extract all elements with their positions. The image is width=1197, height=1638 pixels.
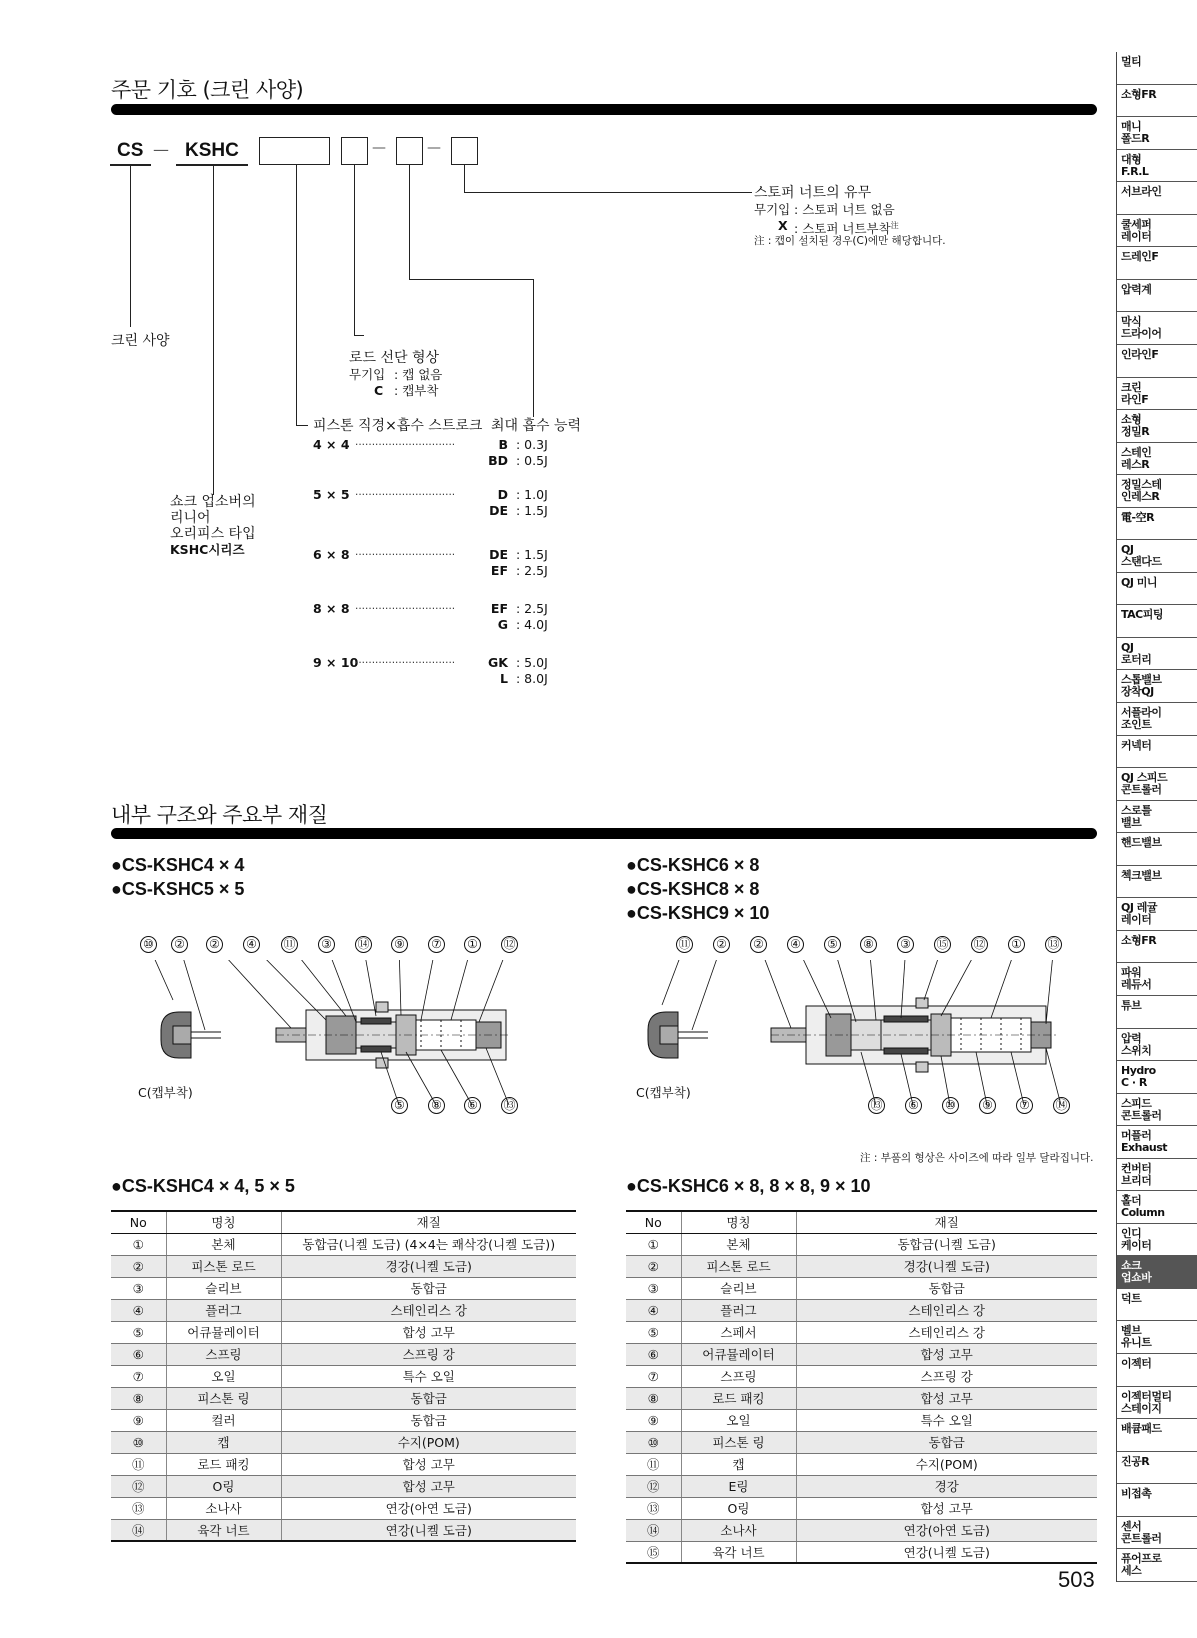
cell-material: 동합금: [281, 1387, 576, 1409]
cell-name: 피스톤 로드: [681, 1255, 796, 1277]
section-title-structure: 내부 구조와 주요부 재질: [111, 803, 328, 827]
sidebar-item[interactable]: 배큠패드: [1117, 1419, 1197, 1452]
cell-name: 소나사: [681, 1519, 796, 1541]
cell-no: ⑫: [111, 1475, 166, 1497]
cell-no: ⑥: [626, 1343, 681, 1365]
cell-no: ⑪: [111, 1453, 166, 1475]
size-value: 4 × 4: [313, 437, 350, 452]
sidebar-item[interactable]: 스톱밸브 장착QJ: [1117, 670, 1197, 703]
dot-leader: ······························: [355, 657, 456, 669]
leader-cap-v1: [409, 165, 410, 279]
right-model-1: ●CS-KSHC6 × 8: [626, 855, 760, 875]
sidebar-item[interactable]: 핸드밸브: [1117, 833, 1197, 866]
cell-no: ②: [111, 1255, 166, 1277]
series-desc-3: 오리피스 타입: [170, 526, 256, 542]
cell-name: 오일: [681, 1409, 796, 1431]
capacity-code: BD: [488, 453, 508, 468]
capacity-code: DE: [489, 547, 508, 562]
sidebar-item[interactable]: QJ 스탠다드: [1117, 540, 1197, 573]
cell-material: 스테인리스 강: [281, 1299, 576, 1321]
sidebar-item[interactable]: 이젝터: [1117, 1354, 1197, 1387]
capacity-code: EF: [490, 601, 508, 616]
cell-name: 피스톤 링: [166, 1387, 281, 1409]
sidebar-item[interactable]: 소형 정밀R: [1117, 410, 1197, 443]
cell-name: O링: [166, 1475, 281, 1497]
capacity-value: : 1.5J: [516, 503, 548, 518]
table-row: [111, 1343, 576, 1365]
cell-material: 동합금(니켈 도금) (4×4는 쾌삭강(니켈 도금)): [281, 1233, 576, 1255]
sidebar-item[interactable]: 튜브: [1117, 996, 1197, 1029]
cell-no: ①: [626, 1233, 681, 1255]
callout-number: ⑤: [824, 936, 841, 953]
callout-number: ⑪: [281, 936, 298, 953]
code-box-capacity: [396, 137, 423, 165]
sidebar-item[interactable]: 덕트: [1117, 1289, 1197, 1322]
section-divider-1: [111, 104, 1097, 115]
left-model-1: ●CS-KSHC4 × 4: [111, 855, 245, 875]
label-clean-spec: 크린 사양: [111, 333, 170, 349]
left-table-title: ●CS-KSHC4 × 4, 5 × 5: [111, 1176, 295, 1196]
left-th-material: 재질: [281, 1211, 576, 1233]
capacity-code: B: [498, 437, 508, 452]
code-box-rod-end: [341, 137, 368, 165]
cell-material: 동합금: [281, 1277, 576, 1299]
sidebar-item[interactable]: 비접촉: [1117, 1484, 1197, 1517]
cell-name: 육각 너트: [166, 1519, 281, 1541]
sidebar-item[interactable]: Hydro C · R: [1117, 1061, 1197, 1094]
sidebar-item[interactable]: QJ 레귤 레이터: [1117, 898, 1197, 931]
table-row: [111, 1255, 576, 1277]
sidebar-item[interactable]: 센서 콘트롤러: [1117, 1517, 1197, 1550]
cell-material: 동합금: [796, 1431, 1097, 1453]
table-row: [111, 1365, 576, 1387]
sidebar-item[interactable]: 쇼크 업쇼바: [1117, 1256, 1197, 1289]
callout-number: ⑨: [979, 1097, 996, 1114]
leader-cap-v2: [533, 279, 534, 417]
table-row: [626, 1475, 1097, 1497]
callout-number: ⑭: [1053, 1097, 1070, 1114]
callout-number: ⑬: [868, 1097, 885, 1114]
cell-name: 스페서: [681, 1321, 796, 1343]
rod-end-opt1-desc: : 캡 없음: [394, 367, 443, 382]
right-model-2: ●CS-KSHC8 × 8: [626, 879, 760, 899]
cell-material: 스테인리스 강: [796, 1299, 1097, 1321]
code-prefix: CS: [117, 140, 144, 161]
cell-material: 수지(POM): [281, 1431, 576, 1453]
capacity-code: EF: [490, 563, 508, 578]
callout-number: ②: [713, 936, 730, 953]
callout-number: ⑥: [464, 1097, 481, 1114]
cell-no: ⑦: [626, 1365, 681, 1387]
sidebar-item[interactable]: 첵크밸브: [1117, 866, 1197, 899]
callout-number: ⑮: [934, 936, 951, 953]
stopper-opt2-code: X: [778, 218, 788, 233]
cell-material: 연강(니켈 도금): [796, 1541, 1097, 1563]
table-row: [111, 1431, 576, 1453]
sidebar-item[interactable]: QJ 미니: [1117, 573, 1197, 606]
capacity-value: : 1.0J: [516, 487, 548, 502]
cell-material: 경강(니켈 도금): [281, 1255, 576, 1277]
callout-number: ④: [787, 936, 804, 953]
cell-name: 어큐뮬레이터: [681, 1343, 796, 1365]
capacity-code: G: [497, 617, 508, 632]
capacity-value: : 0.3J: [516, 437, 548, 452]
left-th-name: 명칭: [166, 1211, 281, 1233]
sidebar-item[interactable]: 대형 F.R.L: [1117, 150, 1197, 183]
table-row: [111, 1321, 576, 1343]
callout-number: ①: [1008, 936, 1025, 953]
leader-size-h: [296, 425, 308, 426]
sidebar-item[interactable]: 퓨어프로 세스: [1117, 1549, 1197, 1582]
cell-no: ③: [626, 1277, 681, 1299]
right-th-name: 명칭: [681, 1211, 796, 1233]
dot-leader: ······························: [355, 549, 456, 561]
dot-leader: ······························: [355, 489, 456, 501]
size-value: 6 × 8: [313, 547, 350, 562]
rod-end-opt2-code: C: [374, 383, 384, 398]
callout-number: ⑩: [140, 936, 157, 953]
cell-name: 피스톤 로드: [166, 1255, 281, 1277]
cell-name: E링: [681, 1475, 796, 1497]
cell-no: ⑬: [626, 1497, 681, 1519]
left-cap-label: C(캡부착): [138, 1085, 193, 1100]
structure-note: 注 : 부품의 형상은 사이즈에 따라 일부 달라집니다.: [860, 1152, 1094, 1164]
leader-stop-h: [464, 192, 752, 193]
callout-number: ⑬: [501, 1097, 518, 1114]
size-value: 8 × 8: [313, 601, 350, 616]
category-sidebar: [1116, 52, 1197, 1582]
left-materials-table: [111, 1210, 576, 1542]
cell-name: 로드 패킹: [681, 1387, 796, 1409]
cell-no: ⑥: [111, 1343, 166, 1365]
table-row: [626, 1431, 1097, 1453]
callout-number: ③: [318, 936, 335, 953]
cell-material: 동합금: [281, 1409, 576, 1431]
code-dash-3: —: [427, 140, 441, 156]
sidebar-item[interactable]: 컨버터 브리더: [1117, 1159, 1197, 1192]
cell-material: 동합금(니켈 도금): [796, 1233, 1097, 1255]
cell-name: 로드 패킹: [166, 1453, 281, 1475]
rod-end-opt1-code: 무기입: [349, 367, 386, 382]
cell-no: ④: [111, 1299, 166, 1321]
callout-number: ⑩: [942, 1097, 959, 1114]
table-row: [626, 1453, 1097, 1475]
cell-no: ⑧: [111, 1387, 166, 1409]
callout-number: ⑭: [355, 936, 372, 953]
right-model-3: ●CS-KSHC9 × 10: [626, 903, 770, 923]
sidebar-item[interactable]: 쿨세퍼 레이터: [1117, 215, 1197, 248]
sidebar-item[interactable]: 소형FR: [1117, 85, 1197, 118]
table-row: [626, 1387, 1097, 1409]
table-row: [626, 1277, 1097, 1299]
cell-material: 합성 고무: [281, 1475, 576, 1497]
sidebar-item[interactable]: 홀더 Column: [1117, 1191, 1197, 1224]
table-row: [626, 1409, 1097, 1431]
cell-name: 플러그: [166, 1299, 281, 1321]
capacity-code: DE: [489, 503, 508, 518]
size-header: 피스톤 직경×흡수 스트로크: [313, 418, 483, 434]
sidebar-item[interactable]: 스피드 콘트롤러: [1117, 1094, 1197, 1127]
cell-material: 특수 오일: [796, 1409, 1097, 1431]
table-row: [626, 1255, 1097, 1277]
code-series: KSHC: [185, 140, 239, 161]
code-box-size: [259, 137, 330, 165]
callout-number: ①: [464, 936, 481, 953]
cell-name: 슬리브: [681, 1277, 796, 1299]
sidebar-item[interactable]: 막식 드라이어: [1117, 312, 1197, 345]
cell-no: ⑦: [111, 1365, 166, 1387]
cell-no: ②: [626, 1255, 681, 1277]
table-row: [111, 1299, 576, 1321]
section-divider-2: [111, 828, 1097, 839]
size-value: 5 × 5: [313, 487, 350, 502]
dot-leader: ······························: [355, 439, 456, 451]
callout-number: ④: [243, 936, 260, 953]
sidebar-item[interactable]: 커넥터: [1117, 736, 1197, 769]
sidebar-item[interactable]: QJ 로터리: [1117, 638, 1197, 671]
cell-material: 스테인리스 강: [796, 1321, 1097, 1343]
stopper-opt2-desc: : 스토퍼 너트부착$^注$: [794, 221, 899, 237]
sidebar-item[interactable]: 벨브 유니트: [1117, 1321, 1197, 1354]
table-row: [111, 1233, 576, 1255]
size-value: 9 × 10: [313, 655, 359, 670]
sidebar-item[interactable]: 소형FR: [1117, 931, 1197, 964]
sidebar-item[interactable]: 정밀스테 인레스R: [1117, 475, 1197, 508]
cell-no: ⑩: [111, 1431, 166, 1453]
cell-material: 연강(아연 도금): [281, 1497, 576, 1519]
cell-material: 합성 고무: [281, 1321, 576, 1343]
table-row: [626, 1497, 1097, 1519]
cell-no: ①: [111, 1233, 166, 1255]
capacity-value: : 2.5J: [516, 601, 548, 616]
left-cross-section-drawing: [111, 960, 561, 1140]
stopper-title: 스토퍼 너트의 유무: [754, 185, 872, 201]
callout-number: ⑫: [971, 936, 988, 953]
right-th-no: No: [626, 1211, 681, 1233]
cell-material: 합성 고무: [796, 1387, 1097, 1409]
cell-material: 동합금: [796, 1277, 1097, 1299]
cell-name: 컬러: [166, 1409, 281, 1431]
callout-number: ②: [750, 936, 767, 953]
cell-no: ⑩: [626, 1431, 681, 1453]
cell-no: ⑧: [626, 1387, 681, 1409]
cell-name: 본체: [166, 1233, 281, 1255]
table-row: [111, 1497, 576, 1519]
rod-end-opt2-desc: : 캡부착: [394, 383, 439, 398]
cell-no: ⑨: [626, 1409, 681, 1431]
cell-name: 피스톤 링: [681, 1431, 796, 1453]
cell-name: 소나사: [166, 1497, 281, 1519]
cell-no: ⑤: [111, 1321, 166, 1343]
cell-no: ⑮: [626, 1541, 681, 1563]
table-row: [626, 1321, 1097, 1343]
table-row: [111, 1475, 576, 1497]
callout-number: ②: [206, 936, 223, 953]
left-model-2: ●CS-KSHC5 × 5: [111, 879, 245, 899]
table-row: [111, 1453, 576, 1475]
callout-number: ⑧: [428, 1097, 445, 1114]
leader-cap-h: [409, 279, 533, 280]
cell-material: 수지(POM): [796, 1453, 1097, 1475]
series-desc-4: KSHC시리즈: [170, 542, 245, 557]
callout-number: ③: [897, 936, 914, 953]
sidebar-item[interactable]: 서플라이 조인트: [1117, 703, 1197, 736]
table-row: [111, 1519, 576, 1541]
capacity-value: : 8.0J: [516, 671, 548, 686]
capacity-code: D: [497, 487, 508, 502]
cell-no: ⑭: [626, 1519, 681, 1541]
sidebar-item[interactable]: 크린 라인F: [1117, 378, 1197, 411]
sidebar-item[interactable]: 이젝터멀티 스테이지: [1117, 1387, 1197, 1420]
leader-kshc: [213, 165, 214, 495]
section-title-order-code: 주문 기호 (크린 사양): [111, 78, 304, 102]
table-row: [111, 1277, 576, 1299]
cell-no: ⑤: [626, 1321, 681, 1343]
cell-name: 육각 너트: [681, 1541, 796, 1563]
sidebar-item[interactable]: 파워 레듀서: [1117, 963, 1197, 996]
cell-name: 슬리브: [166, 1277, 281, 1299]
capacity-value: : 5.0J: [516, 655, 548, 670]
cell-no: ③: [111, 1277, 166, 1299]
sidebar-item[interactable]: QJ 스피드 콘트롤러: [1117, 768, 1197, 801]
leader-size-v: [296, 165, 297, 425]
callout-number: ②: [171, 936, 188, 953]
cell-material: 경강(니켈 도금): [796, 1255, 1097, 1277]
table-row: [111, 1387, 576, 1409]
sidebar-item[interactable]: 電-空R: [1117, 508, 1197, 541]
cell-material: 스프링 강: [796, 1365, 1097, 1387]
cell-no: ④: [626, 1299, 681, 1321]
cell-name: O링: [681, 1497, 796, 1519]
stopper-opt1-code: 무기입: [754, 202, 791, 217]
leader-stop-v: [464, 165, 465, 192]
capacity-value: : 0.5J: [516, 453, 548, 468]
series-desc-1: 쇼크 업소버의: [170, 494, 256, 510]
callout-number: ⑨: [391, 936, 408, 953]
series-desc-2: 리니어: [170, 510, 211, 526]
page-number: 503: [1058, 1567, 1095, 1592]
capacity-value: : 4.0J: [516, 617, 548, 632]
callout-number: ⑦: [1016, 1097, 1033, 1114]
sidebar-item[interactable]: 압력 스위치: [1117, 1029, 1197, 1062]
callout-number: ⑧: [860, 936, 877, 953]
code-series-underline: [176, 164, 248, 166]
cell-material: 연강(니켈 도금): [281, 1519, 576, 1541]
cell-name: 오일: [166, 1365, 281, 1387]
callout-number: ⑬: [1045, 936, 1062, 953]
table-row: [626, 1233, 1097, 1255]
sidebar-item[interactable]: 인디 케이터: [1117, 1224, 1197, 1257]
stopper-note: 注 : 캡이 설치된 경우(C)에만 해당합니다.: [754, 235, 946, 247]
rod-end-title: 로드 선단 형상: [349, 350, 440, 366]
right-materials-table: [626, 1210, 1097, 1564]
code-box-stopper: [451, 137, 478, 165]
sidebar-item[interactable]: 스로틀 밸브: [1117, 801, 1197, 834]
leader-rod-h: [354, 335, 364, 336]
table-row: [626, 1365, 1097, 1387]
leader-cs: [130, 165, 131, 327]
cell-material: 스프링 강: [281, 1343, 576, 1365]
right-table-title: ●CS-KSHC6 × 8, 8 × 8, 9 × 10: [626, 1176, 871, 1196]
callout-number: ⑤: [391, 1097, 408, 1114]
capacity-header: 최대 흡수 능력: [491, 418, 582, 434]
cell-no: ⑬: [111, 1497, 166, 1519]
right-th-material: 재질: [796, 1211, 1097, 1233]
table-row: [626, 1541, 1097, 1563]
cell-no: ⑪: [626, 1453, 681, 1475]
callout-number: ⑥: [905, 1097, 922, 1114]
sidebar-item[interactable]: 진공R: [1117, 1452, 1197, 1485]
sidebar-item[interactable]: 매니 폴드R: [1117, 117, 1197, 150]
sidebar-item[interactable]: 멀티: [1117, 52, 1197, 85]
capacity-code: GK: [488, 655, 508, 670]
dot-leader: ······························: [355, 603, 456, 615]
code-dash-1: —: [153, 140, 169, 159]
cell-material: 합성 고무: [796, 1343, 1097, 1365]
cell-material: 합성 고무: [796, 1497, 1097, 1519]
sidebar-item[interactable]: TAC피팅: [1117, 605, 1197, 638]
cell-material: 경강: [796, 1475, 1097, 1497]
left-th-no: No: [111, 1211, 166, 1233]
cell-name: 스프링: [681, 1365, 796, 1387]
cell-no: ⑫: [626, 1475, 681, 1497]
callout-number: ⑪: [676, 936, 693, 953]
stopper-opt1-desc: : 스토퍼 너트 없음: [794, 202, 895, 217]
capacity-code: L: [500, 671, 508, 686]
cell-name: 어큐뮬레이터: [166, 1321, 281, 1343]
leader-rod-v: [354, 165, 355, 335]
callout-number: ⑫: [501, 936, 518, 953]
cell-no: ⑨: [111, 1409, 166, 1431]
cell-name: 본체: [681, 1233, 796, 1255]
sidebar-item[interactable]: 서브라인: [1117, 182, 1197, 215]
capacity-value: : 2.5J: [516, 563, 548, 578]
cell-material: 특수 오일: [281, 1365, 576, 1387]
cell-material: 연강(아연 도금): [796, 1519, 1097, 1541]
cell-name: 스프링: [166, 1343, 281, 1365]
cell-no: ⑭: [111, 1519, 166, 1541]
sidebar-item[interactable]: 인라인F: [1117, 345, 1197, 378]
cell-name: 캡: [681, 1453, 796, 1475]
sidebar-item[interactable]: 드레인F: [1117, 247, 1197, 280]
sidebar-item[interactable]: 머플러 Exhaust: [1117, 1126, 1197, 1159]
cell-name: 플러그: [681, 1299, 796, 1321]
table-row: [626, 1519, 1097, 1541]
table-row: [626, 1299, 1097, 1321]
callout-number: ⑦: [428, 936, 445, 953]
table-row: [111, 1409, 576, 1431]
cell-material: 합성 고무: [281, 1453, 576, 1475]
cell-name: 캡: [166, 1431, 281, 1453]
code-dash-2: —: [372, 140, 386, 156]
sidebar-item[interactable]: 스테인 레스R: [1117, 443, 1197, 476]
sidebar-item[interactable]: 압력계: [1117, 280, 1197, 313]
table-row: [626, 1343, 1097, 1365]
right-cap-label: C(캡부착): [636, 1085, 691, 1100]
capacity-value: : 1.5J: [516, 547, 548, 562]
